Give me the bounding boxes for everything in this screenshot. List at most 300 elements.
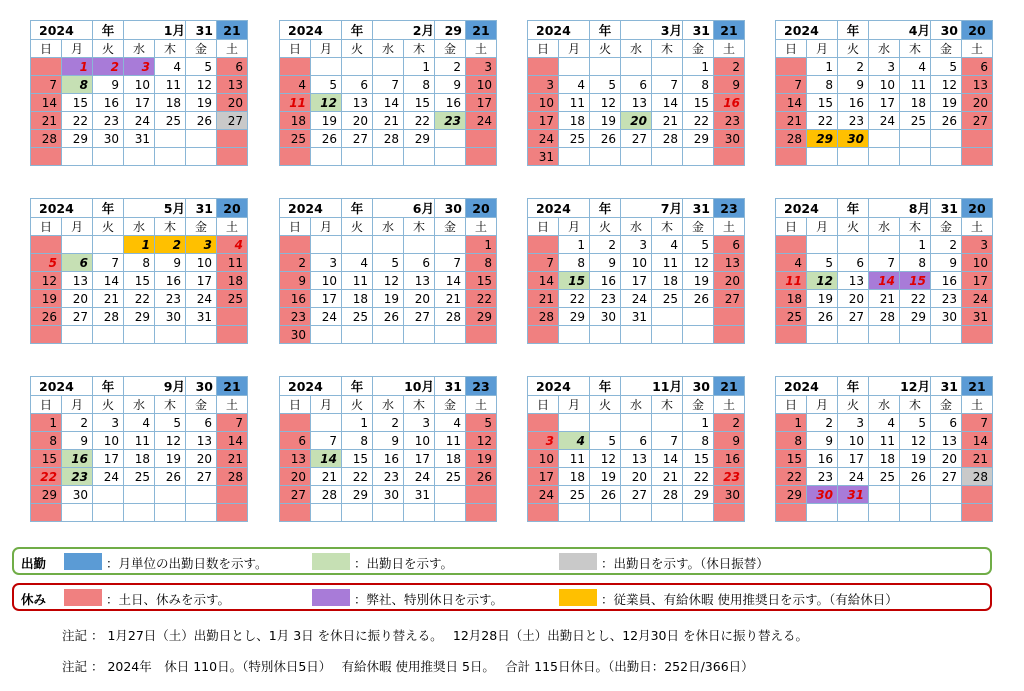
day-cell: 10 — [869, 76, 900, 94]
day-cell: 19 — [373, 290, 404, 308]
day-cell: 22 — [559, 290, 590, 308]
week-row — [31, 236, 248, 254]
day-cell: 29 — [404, 130, 435, 148]
day-cell: 2 — [931, 236, 962, 254]
week-row — [776, 94, 993, 112]
day-cell: 11 — [776, 272, 807, 290]
day-cell: 10 — [311, 272, 342, 290]
day-cell — [62, 236, 93, 254]
day-cell: 25 — [869, 468, 900, 486]
weekday-label: 火 — [590, 40, 621, 58]
year-label: 2024 — [280, 21, 342, 40]
day-cell — [466, 486, 497, 504]
day-cell: 14 — [869, 272, 900, 290]
weekday-label: 土 — [466, 396, 497, 414]
day-cell: 4 — [155, 58, 186, 76]
day-cell — [155, 130, 186, 148]
day-cell — [621, 148, 652, 166]
day-cell — [93, 504, 124, 522]
day-cell — [31, 326, 62, 344]
day-cell — [155, 148, 186, 166]
day-cell: 18 — [869, 450, 900, 468]
day-cell: 22 — [404, 112, 435, 130]
day-cell: 28 — [311, 486, 342, 504]
weekday-label: 日 — [31, 40, 62, 58]
day-cell: 3 — [528, 432, 559, 450]
day-cell — [186, 504, 217, 522]
day-cell: 28 — [435, 308, 466, 326]
day-cell: 9 — [62, 432, 93, 450]
day-cell: 10 — [466, 76, 497, 94]
day-cell: 26 — [373, 308, 404, 326]
month-day-total: 31 — [931, 377, 962, 396]
weekday-label: 土 — [217, 396, 248, 414]
day-cell: 25 — [652, 290, 683, 308]
day-cell: 2 — [435, 58, 466, 76]
day-cell — [311, 414, 342, 432]
week-row — [280, 112, 497, 130]
day-cell: 3 — [311, 254, 342, 272]
day-cell: 24 — [124, 112, 155, 130]
weekday-label: 月 — [311, 218, 342, 236]
day-cell: 15 — [342, 450, 373, 468]
day-cell: 21 — [776, 112, 807, 130]
year-suffix: 年 — [93, 21, 124, 40]
day-cell — [838, 148, 869, 166]
day-cell: 19 — [900, 450, 931, 468]
day-cell: 15 — [559, 272, 590, 290]
day-cell — [155, 486, 186, 504]
year-suffix: 年 — [590, 377, 621, 396]
day-cell — [373, 236, 404, 254]
day-cell: 1 — [342, 414, 373, 432]
week-row — [776, 290, 993, 308]
legend-swatch-green — [312, 553, 350, 570]
day-cell: 6 — [714, 236, 745, 254]
day-cell: 31 — [838, 486, 869, 504]
day-cell: 28 — [93, 308, 124, 326]
month-calendar — [279, 198, 497, 344]
day-cell: 15 — [683, 94, 714, 112]
weekday-label: 水 — [869, 218, 900, 236]
month-label: 2月 — [373, 21, 435, 40]
day-cell — [776, 148, 807, 166]
year-suffix: 年 — [342, 377, 373, 396]
day-cell — [807, 504, 838, 522]
week-row — [528, 504, 745, 522]
week-row — [776, 254, 993, 272]
day-cell: 2 — [838, 58, 869, 76]
year-label: 2024 — [776, 21, 838, 40]
day-cell: 14 — [93, 272, 124, 290]
day-cell: 16 — [62, 450, 93, 468]
day-cell: 2 — [714, 414, 745, 432]
day-cell — [714, 148, 745, 166]
day-cell — [435, 504, 466, 522]
day-cell: 26 — [590, 130, 621, 148]
day-cell: 19 — [807, 290, 838, 308]
day-cell — [621, 58, 652, 76]
day-cell: 19 — [311, 112, 342, 130]
year-label: 2024 — [528, 199, 590, 218]
day-cell: 14 — [776, 94, 807, 112]
legend-swatch-orange — [559, 589, 597, 606]
day-cell: 28 — [869, 308, 900, 326]
day-cell: 9 — [807, 432, 838, 450]
day-cell — [590, 414, 621, 432]
day-cell: 31 — [528, 148, 559, 166]
day-cell — [186, 130, 217, 148]
weekday-label: 金 — [683, 218, 714, 236]
week-row — [31, 76, 248, 94]
day-cell: 27 — [62, 308, 93, 326]
day-cell — [404, 236, 435, 254]
day-cell — [714, 504, 745, 522]
day-cell: 4 — [776, 254, 807, 272]
day-cell — [652, 308, 683, 326]
day-cell — [93, 236, 124, 254]
week-row — [280, 308, 497, 326]
legend-off — [12, 583, 992, 611]
weekday-label: 日 — [776, 396, 807, 414]
week-row — [280, 130, 497, 148]
month-day-total: 30 — [931, 21, 962, 40]
day-cell: 3 — [186, 236, 217, 254]
weekday-label: 水 — [124, 218, 155, 236]
week-row — [776, 486, 993, 504]
day-cell: 3 — [838, 414, 869, 432]
day-cell: 17 — [93, 450, 124, 468]
day-cell: 29 — [900, 308, 931, 326]
day-cell: 5 — [155, 414, 186, 432]
day-cell: 22 — [807, 112, 838, 130]
day-cell: 15 — [62, 94, 93, 112]
week-row — [776, 326, 993, 344]
day-cell: 30 — [714, 130, 745, 148]
day-cell: 28 — [652, 130, 683, 148]
day-cell: 6 — [962, 58, 993, 76]
day-cell — [621, 504, 652, 522]
day-cell — [373, 148, 404, 166]
day-cell — [652, 326, 683, 344]
day-cell — [466, 326, 497, 344]
day-cell: 10 — [404, 432, 435, 450]
day-cell: 5 — [807, 254, 838, 272]
day-cell: 28 — [217, 468, 248, 486]
day-cell: 25 — [217, 290, 248, 308]
day-cell — [124, 326, 155, 344]
day-cell — [962, 504, 993, 522]
weekday-label: 木 — [404, 396, 435, 414]
day-cell — [217, 486, 248, 504]
day-cell — [931, 326, 962, 344]
day-cell: 22 — [683, 112, 714, 130]
weekday-label: 木 — [900, 218, 931, 236]
day-cell: 11 — [559, 94, 590, 112]
day-cell — [93, 148, 124, 166]
day-cell: 12 — [900, 432, 931, 450]
day-cell — [528, 236, 559, 254]
week-row — [280, 236, 497, 254]
week-row — [31, 504, 248, 522]
day-cell: 20 — [838, 290, 869, 308]
day-cell: 31 — [404, 486, 435, 504]
weekday-label: 火 — [93, 40, 124, 58]
day-cell: 10 — [528, 450, 559, 468]
day-cell — [869, 504, 900, 522]
day-cell: 26 — [900, 468, 931, 486]
day-cell: 18 — [124, 450, 155, 468]
day-cell — [869, 486, 900, 504]
day-cell — [931, 504, 962, 522]
day-cell: 8 — [776, 432, 807, 450]
day-cell: 20 — [217, 94, 248, 112]
day-cell: 7 — [31, 76, 62, 94]
day-cell: 12 — [590, 450, 621, 468]
legend-swatch-purple — [312, 589, 350, 606]
work-day-count: 20 — [962, 199, 993, 218]
week-row — [528, 272, 745, 290]
day-cell — [186, 148, 217, 166]
day-cell: 17 — [869, 94, 900, 112]
day-cell: 6 — [621, 432, 652, 450]
day-cell: 24 — [311, 308, 342, 326]
day-cell — [559, 148, 590, 166]
weekday-label: 火 — [342, 40, 373, 58]
year-label: 2024 — [31, 377, 93, 396]
weekday-label: 火 — [93, 218, 124, 236]
day-cell — [838, 326, 869, 344]
day-cell: 9 — [373, 432, 404, 450]
day-cell — [807, 236, 838, 254]
week-row — [528, 414, 745, 432]
work-day-count: 21 — [217, 377, 248, 396]
week-row — [280, 148, 497, 166]
day-cell: 8 — [404, 76, 435, 94]
week-row — [280, 414, 497, 432]
day-cell: 29 — [342, 486, 373, 504]
day-cell: 18 — [559, 468, 590, 486]
day-cell: 21 — [311, 468, 342, 486]
day-cell: 13 — [186, 432, 217, 450]
day-cell — [776, 58, 807, 76]
weekday-label: 日 — [280, 396, 311, 414]
day-cell: 2 — [155, 236, 186, 254]
day-cell: 20 — [714, 272, 745, 290]
day-cell — [280, 148, 311, 166]
work-day-count: 20 — [962, 21, 993, 40]
month-day-total: 30 — [186, 377, 217, 396]
week-row — [528, 432, 745, 450]
day-cell — [528, 58, 559, 76]
day-cell — [93, 486, 124, 504]
day-cell: 9 — [714, 432, 745, 450]
day-cell: 14 — [217, 432, 248, 450]
weekday-label: 水 — [621, 396, 652, 414]
day-cell: 16 — [807, 450, 838, 468]
day-cell: 19 — [683, 272, 714, 290]
day-cell: 28 — [962, 468, 993, 486]
day-cell: 27 — [186, 468, 217, 486]
day-cell: 5 — [931, 58, 962, 76]
day-cell: 22 — [342, 468, 373, 486]
day-cell: 7 — [776, 76, 807, 94]
legend-swatch-gray — [559, 553, 597, 570]
weekday-label: 土 — [714, 218, 745, 236]
day-cell: 4 — [652, 236, 683, 254]
day-cell: 7 — [93, 254, 124, 272]
day-cell: 12 — [807, 272, 838, 290]
day-cell: 13 — [62, 272, 93, 290]
day-cell: 10 — [93, 432, 124, 450]
day-cell: 18 — [900, 94, 931, 112]
month-calendar — [527, 198, 745, 344]
month-calendar — [775, 198, 993, 344]
month-calendar — [30, 20, 248, 166]
weekday-label: 金 — [435, 40, 466, 58]
month-label: 7月 — [621, 199, 683, 218]
week-row — [280, 450, 497, 468]
month-calendar — [527, 20, 745, 166]
day-cell — [93, 326, 124, 344]
day-cell: 5 — [186, 58, 217, 76]
day-cell — [217, 308, 248, 326]
day-cell — [373, 58, 404, 76]
day-cell: 7 — [869, 254, 900, 272]
month-label: 3月 — [621, 21, 683, 40]
day-cell: 13 — [621, 94, 652, 112]
day-cell — [155, 326, 186, 344]
day-cell — [404, 326, 435, 344]
day-cell: 21 — [93, 290, 124, 308]
week-row — [528, 468, 745, 486]
day-cell: 25 — [776, 308, 807, 326]
week-row — [776, 76, 993, 94]
month-label: 1月 — [124, 21, 186, 40]
day-cell: 26 — [186, 112, 217, 130]
day-cell — [869, 326, 900, 344]
month-day-total: 31 — [435, 377, 466, 396]
weekday-label: 火 — [838, 218, 869, 236]
weekday-label: 火 — [342, 218, 373, 236]
week-row — [31, 148, 248, 166]
day-cell: 25 — [124, 468, 155, 486]
weekday-label: 日 — [280, 218, 311, 236]
day-cell: 29 — [559, 308, 590, 326]
day-cell: 16 — [590, 272, 621, 290]
day-cell: 28 — [373, 130, 404, 148]
weekday-label: 木 — [155, 218, 186, 236]
day-cell: 21 — [31, 112, 62, 130]
day-cell: 24 — [404, 468, 435, 486]
day-cell: 24 — [186, 290, 217, 308]
weekday-label: 火 — [342, 396, 373, 414]
day-cell — [31, 148, 62, 166]
day-cell: 22 — [466, 290, 497, 308]
day-cell: 2 — [62, 414, 93, 432]
day-cell — [31, 504, 62, 522]
day-cell: 13 — [714, 254, 745, 272]
week-row — [776, 450, 993, 468]
day-cell: 14 — [962, 432, 993, 450]
week-row — [776, 272, 993, 290]
month-day-total: 31 — [683, 199, 714, 218]
weekday-label: 土 — [962, 396, 993, 414]
month-label: 5月 — [124, 199, 186, 218]
day-cell: 7 — [962, 414, 993, 432]
work-day-count: 21 — [466, 21, 497, 40]
day-cell: 4 — [435, 414, 466, 432]
day-cell: 17 — [962, 272, 993, 290]
day-cell: 27 — [404, 308, 435, 326]
day-cell: 16 — [155, 272, 186, 290]
year-suffix: 年 — [838, 377, 869, 396]
work-day-count: 21 — [714, 21, 745, 40]
day-cell: 3 — [528, 76, 559, 94]
day-cell: 8 — [342, 432, 373, 450]
work-day-count: 23 — [466, 377, 497, 396]
day-cell: 10 — [621, 254, 652, 272]
month-label: 11月 — [621, 377, 683, 396]
day-cell — [652, 148, 683, 166]
day-cell: 1 — [807, 58, 838, 76]
day-cell: 27 — [962, 112, 993, 130]
day-cell: 27 — [714, 290, 745, 308]
day-cell: 15 — [31, 450, 62, 468]
week-row — [776, 236, 993, 254]
day-cell: 11 — [435, 432, 466, 450]
month-label: 12月 — [869, 377, 931, 396]
day-cell — [869, 130, 900, 148]
weekday-label: 火 — [838, 396, 869, 414]
day-cell: 22 — [31, 468, 62, 486]
day-cell: 20 — [62, 290, 93, 308]
day-cell: 9 — [714, 76, 745, 94]
day-cell: 6 — [931, 414, 962, 432]
year-suffix: 年 — [93, 199, 124, 218]
day-cell: 20 — [621, 468, 652, 486]
day-cell — [559, 504, 590, 522]
day-cell — [280, 504, 311, 522]
day-cell: 2 — [807, 414, 838, 432]
day-cell: 8 — [466, 254, 497, 272]
day-cell: 17 — [621, 272, 652, 290]
day-cell: 7 — [528, 254, 559, 272]
month-day-total: 31 — [931, 199, 962, 218]
day-cell: 29 — [466, 308, 497, 326]
day-cell: 28 — [776, 130, 807, 148]
day-cell: 8 — [62, 76, 93, 94]
day-cell — [559, 326, 590, 344]
day-cell: 17 — [528, 468, 559, 486]
day-cell — [62, 504, 93, 522]
week-row — [528, 76, 745, 94]
legend-work-label-2: ：出勤日を示す。 — [354, 556, 454, 571]
day-cell — [373, 326, 404, 344]
work-day-count: 21 — [714, 377, 745, 396]
day-cell: 8 — [31, 432, 62, 450]
day-cell: 13 — [962, 76, 993, 94]
day-cell — [838, 504, 869, 522]
week-row — [776, 148, 993, 166]
day-cell — [590, 148, 621, 166]
day-cell: 9 — [435, 76, 466, 94]
week-row — [528, 94, 745, 112]
week-row — [280, 326, 497, 344]
week-row — [31, 486, 248, 504]
day-cell — [435, 326, 466, 344]
weekday-label: 金 — [186, 40, 217, 58]
